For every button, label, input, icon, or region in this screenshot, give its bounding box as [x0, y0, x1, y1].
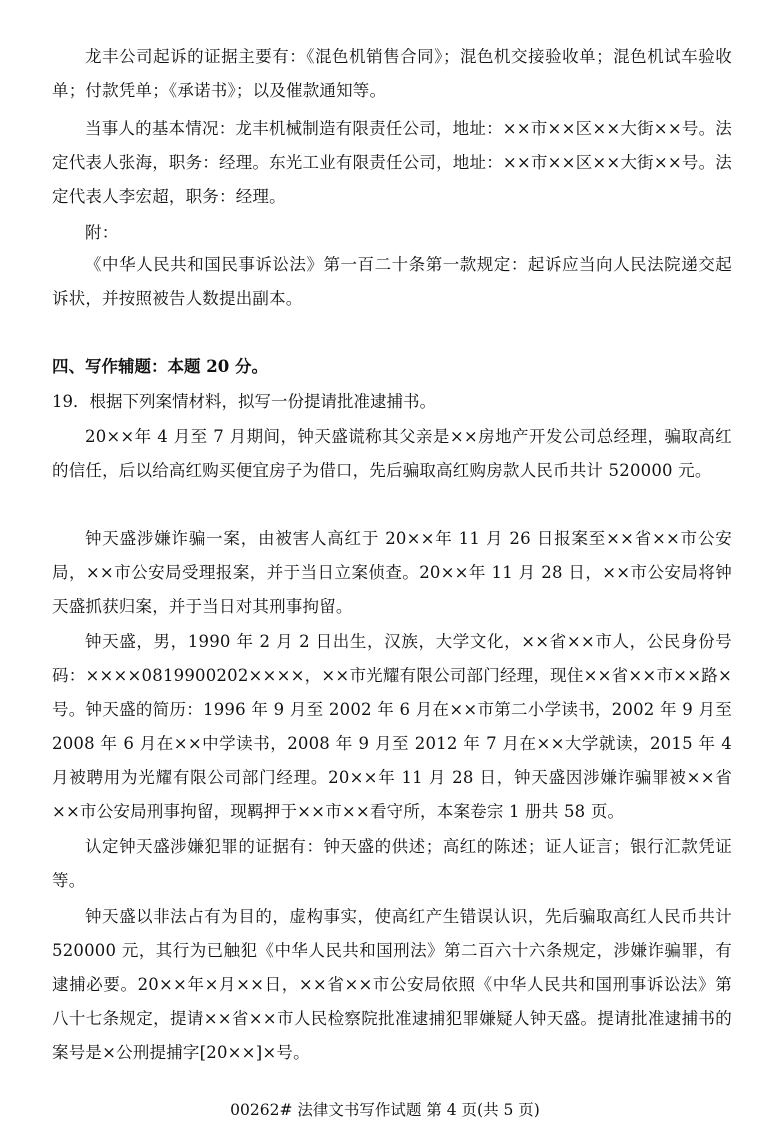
case-paragraph-1: 20××年 4 月至 7 月期间，钟天盛谎称其父亲是××房地产开发公司总经理，骗取高红的信任，后以给高红购买便宜房子为借口，先后骗取高红购房款人民币共计 520000 元。: [52, 427, 732, 480]
case-paragraph-3: 钟天盛，男，1990 年 2 月 2 日出生，汉族，大学文化，××省××市人，公民身份号码：××××0819900202××××，××市光耀有限公司部门经理，现住××省××市××路×号。钟天盛的简历：1996 年 9 月至 2002 年 6 月在××市第二小学读书，2002 年 9 月至 2008 年 6 月在××中学读书，2008 年 9 月至 2012 年 7 月在××大学就读，2015 年 4 月被聘用为光耀有限公司部门经理。20××年 11 月 28 日，钟天盛因涉嫌诈骗罪被××省××市公安局刑事拘留，现羁押于××市××看守所，本案卷宗 1 册共 58 页。: [52, 632, 732, 821]
evidence-paragraph: 龙丰公司起诉的证据主要有：《混色机销售合同》；混色机交接验收单；混色机试车验收单；付款凭单；《承诺书》；以及催款通知等。: [52, 47, 732, 100]
case-paragraph-2: 钟天盛涉嫌诈骗一案，由被害人高红于 20××年 11 月 26 日报案至××省××市公安局，××市公安局受理报案，并于当日立案侦查。20××年 11 月 28 日，××市公安局将钟天盛抓获归案，并于当日对其刑事拘留。: [52, 529, 732, 616]
case-paragraph-4: 认定钟天盛涉嫌犯罪的证据有：钟天盛的供述；高红的陈述；证人证言；银行汇款凭证等。: [52, 837, 732, 890]
section-heading: 四、写作辅题：本题 20 分。: [52, 357, 268, 376]
appendix-label: 附：: [85, 223, 119, 242]
case-paragraph-5: 钟天盛以非法占有为目的，虚构事实，使高红产生错误认识，先后骗取高红人民币共计 520000 元，其行为已触犯《中华人民共和国刑法》第二百六十六条规定，涉嫌诈骗罪，有逮捕必要。20××年×月××日，××省××市公安局依照《中华人民共和国刑事诉讼法》第八十七条规定，提请××省××市人民检察院批准逮捕犯罪嫌疑人钟天盛。提请批准逮捕书的案号是×公刑提捕字[20××]×号。: [52, 907, 732, 1062]
parties-paragraph: 当事人的基本情况：龙丰机械制造有限责任公司，地址：××市××区××大街××号。法定代表人张海，职务：经理。东光工业有限责任公司，地址：××市××区××大街××号。法定代表人李宏超，职务：经理。: [52, 119, 733, 206]
question-19: 19．根据下列案情材料，拟写一份提请批准逮捕书。: [52, 392, 436, 411]
page-footer: 00262# 法律文书写作试题 第 4 页(共 5 页): [230, 1101, 540, 1119]
appendix-law-paragraph: 《中华人民共和国民事诉讼法》第一百二十条第一款规定：起诉应当向人民法院递交起诉状，并按照被告人数提出副本。: [52, 255, 732, 308]
